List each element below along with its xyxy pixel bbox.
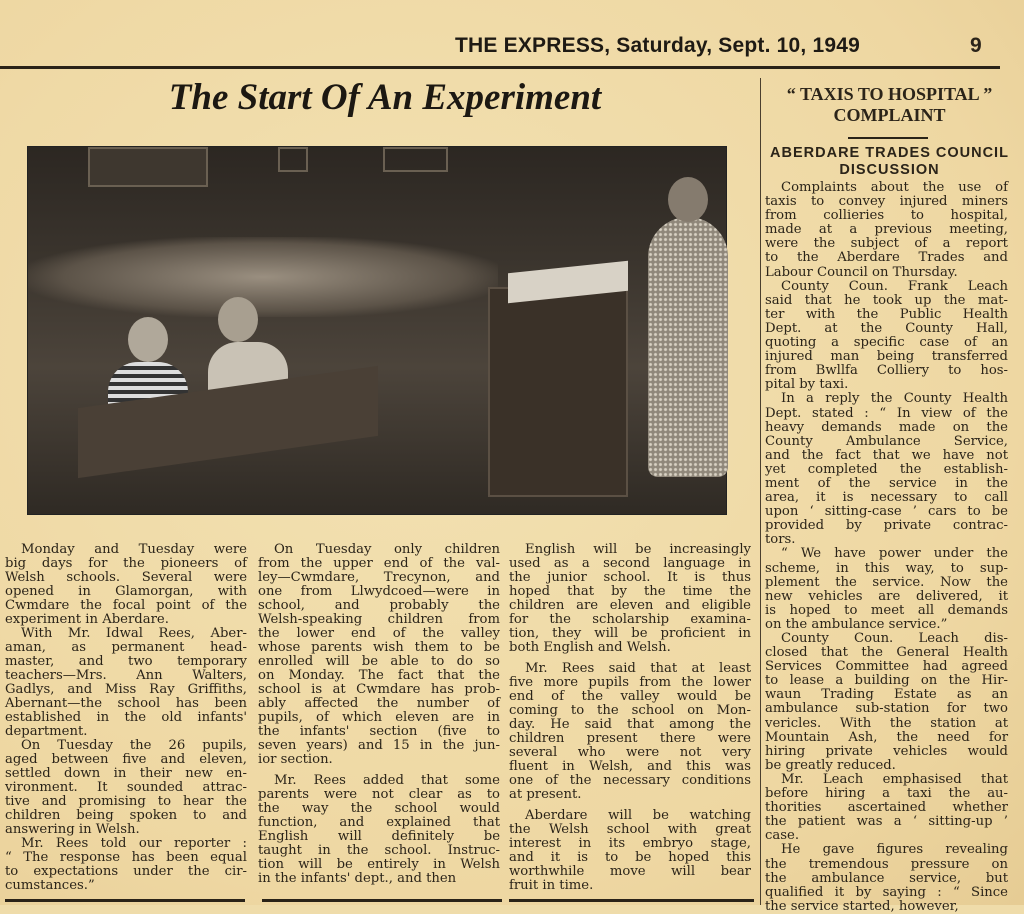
text-line: the way the school would (258, 801, 500, 816)
text-line: the ambulance service, but (765, 870, 1008, 886)
text-line: Cwmdare the focal point of the (5, 598, 247, 613)
text-line: Mr. Leach emphasised that (781, 771, 1008, 787)
paragraph (765, 632, 1008, 773)
sidebar-headline: “ TAXIS TO HOSPITAL ” COMPLAINT (786, 84, 993, 125)
paragraph (509, 662, 751, 802)
text-line: “ The response has been equal (5, 850, 247, 865)
text-line: Aberdare will be watching (525, 808, 751, 823)
text-line: pital by taxi. (765, 377, 849, 393)
text-line: function, and explained that (258, 815, 500, 830)
text-line: and the fact that we have not (765, 447, 1008, 463)
text-line: Abernant—the school has been (5, 696, 247, 711)
text-line: established in the old infants' (5, 710, 247, 725)
sidebar-subheadline: ABERDARE TRADES COUNCIL DISCUSSION (770, 145, 1009, 178)
article-column-2 (258, 543, 500, 886)
text-line: Monday and Tuesday were (21, 542, 247, 557)
article-column-3 (509, 543, 751, 893)
text-line: several who were not very (509, 745, 751, 760)
text-line: experiment in Aberdare. (5, 612, 169, 627)
text-line: pupils, of which eleven are in (258, 710, 500, 725)
text-line: Welsh-speaking children from (258, 612, 500, 627)
headline-rule (848, 137, 928, 139)
text-line: hiring private vehicles would (765, 743, 1008, 759)
paragraph (765, 773, 1008, 843)
text-line: vironment. It sounded attrac- (5, 780, 247, 795)
classroom-photo (27, 146, 727, 515)
text-line: tion will be entirely in Welsh (258, 857, 500, 872)
text-line: the junior school. It is thus (509, 570, 751, 585)
text-line: upon ‘ sitting-case ’ cars to be (765, 504, 1008, 520)
paragraph (5, 543, 247, 627)
text-line: English will definitely be (258, 829, 500, 844)
text-line: ley—Cwmdare, Trecynon, and (258, 570, 500, 585)
text-line: from the upper end of the val- (258, 556, 500, 571)
text-line: provided by private contrac- (765, 518, 1008, 534)
text-line: enrolled will be able to do so (258, 654, 500, 669)
text-line: interest in its embryo stage, (509, 836, 751, 851)
paragraph (765, 843, 1008, 913)
text-line: Dept. stated : “ In view of the (765, 405, 1008, 421)
text-line: be greatly reduced. (765, 757, 896, 773)
text-line: yet completed the establish- (765, 461, 1008, 477)
text-line: injured man being transferred (765, 349, 1008, 365)
column-1-end-rule (5, 899, 245, 902)
text-line: used as a second language in (509, 556, 751, 571)
text-line: Complaints about the use of (781, 180, 1008, 195)
paragraph (5, 837, 247, 893)
paragraph (5, 739, 247, 837)
text-line: plement the service. Now the (765, 574, 1008, 590)
text-line: County Coun. Leach dis- (781, 631, 1008, 646)
text-line: case. (765, 828, 800, 844)
text-line: the lower end of the valley (258, 626, 500, 641)
text-line: cumstances.” (5, 878, 95, 893)
page-number: 9 (970, 34, 982, 57)
text-line: Mr. Rees added that some (274, 773, 500, 788)
text-line: end of the valley would be (509, 689, 751, 704)
text-line: County Ambulance Service, (765, 433, 1008, 449)
text-line: said that he took up the mat- (765, 292, 1008, 308)
header-rule (0, 66, 1000, 69)
text-line: tion, they will be proficient in (509, 626, 751, 641)
column-divider (760, 78, 761, 905)
text-line: aged between five and eleven, (5, 752, 247, 767)
text-line: on the ambulance service.” (765, 616, 948, 632)
text-line: scheme, in this way, to sup- (765, 560, 1008, 576)
text-line: seven years) and 15 in the jun- (258, 738, 500, 753)
paragraph (258, 774, 500, 886)
text-line: children are eleven and eligible (509, 598, 751, 613)
text-line: school is at Cwmdare has prob- (258, 682, 500, 697)
text-line: tors. (765, 532, 796, 548)
text-line: parents were not clear as to (258, 787, 500, 802)
text-line: the tremendous pressure on (765, 856, 1008, 872)
text-line: taught in the school. Instruc- (258, 843, 500, 858)
text-line: On Tuesday the 26 pupils, (21, 738, 247, 753)
text-line: the service started, however, (765, 898, 959, 914)
text-line: worthwhile move will bear (509, 864, 751, 879)
text-line: to lease a building on the Hir- (765, 673, 1008, 689)
text-line: He gave figures revealing (781, 842, 1008, 858)
text-line: whose parents wish them to be (258, 640, 500, 655)
text-line: vericles. With the station at (765, 715, 1008, 731)
text-line: and it is to be hoped this (509, 850, 751, 865)
text-line: In a reply the County Health (781, 391, 1008, 407)
paragraph (765, 181, 1008, 280)
text-line: taxis to convey injured miners (765, 194, 1008, 210)
text-line: from Bwllfa Colliery to hos- (765, 363, 1008, 379)
text-line: teachers—Mrs. Ann Walters, (5, 668, 247, 683)
text-line: the infants' section (five to (258, 724, 500, 739)
text-line: one from Llwydcoed—were in (258, 584, 500, 599)
text-line: department. (5, 724, 88, 739)
text-line: from collieries to hospital, (765, 208, 1008, 224)
text-line: the patient was a ‘ sitting-up ’ (765, 814, 1008, 830)
text-line: on Monday. The fact that the (258, 668, 500, 683)
text-line: thorities ascertained whether (765, 800, 1008, 816)
text-line: Gadlys, and Miss Ray Griffiths, (5, 682, 247, 697)
paragraph (765, 392, 1008, 547)
text-line: opened in Glamorgan, with (5, 584, 247, 599)
text-line: both English and Welsh. (509, 640, 671, 655)
text-line: one of the necessary conditions (509, 773, 751, 788)
text-line: fruit in time. (509, 878, 594, 893)
text-line: the Welsh school with great (509, 822, 751, 837)
text-line: English will be increasingly (525, 542, 751, 557)
text-line: were the subject of a report (765, 236, 1008, 252)
masthead: THE EXPRESS, Saturday, Sept. 10, 1949 (455, 34, 861, 57)
text-line: in the infants' dept., and then (258, 871, 457, 886)
text-line: made at a previous meeting, (765, 222, 1008, 238)
text-line: children being spoken to and (5, 808, 247, 823)
text-line: Mr. Rees said that at least (525, 661, 751, 676)
text-line: fluent in Welsh, and this was (509, 759, 751, 774)
text-line: before hiring a taxi the au- (765, 786, 1008, 802)
article-title: The Start Of An Experiment (168, 77, 602, 118)
text-line: area, it is necessary to call (765, 490, 1008, 506)
text-line: hoped that by the time the (509, 584, 751, 599)
text-line: Labour Council on Thursday. (765, 264, 958, 280)
text-line: waun Trading Estate as an (765, 687, 1008, 703)
text-line: ior section. (258, 752, 333, 767)
paragraph (765, 547, 1008, 632)
text-line: coming to the school on Mon- (509, 703, 751, 718)
text-line: for the scholarship examina- (509, 612, 751, 627)
text-line: With Mr. Idwal Rees, Aber- (21, 626, 247, 641)
text-line: Mountain Ash, the need for (765, 729, 1008, 745)
text-line: County Coun. Frank Leach (781, 278, 1008, 294)
text-line: ably affected the number of (258, 696, 500, 711)
text-line: to the Aberdare Trades and (765, 250, 1008, 266)
column-3-end-rule (509, 899, 754, 902)
text-line: five more pupils from the lower (509, 675, 751, 690)
text-line: closed that the General Health (765, 645, 1008, 661)
text-line: children present there were (509, 731, 751, 746)
paragraph (509, 543, 751, 655)
text-line: “ We have power under the (781, 546, 1008, 562)
paragraph (765, 280, 1008, 393)
article-column-1 (5, 543, 247, 893)
text-line: heavy demands made on the (765, 419, 1008, 435)
paragraph (5, 627, 247, 739)
text-line: master, and two temporary (5, 654, 247, 669)
text-line: new vehicles are delivered, it (765, 588, 1008, 604)
text-line: On Tuesday only children (274, 542, 500, 557)
text-line: answering in Welsh. (5, 822, 140, 837)
text-line: Welsh schools. Several were (5, 570, 247, 585)
paragraph (509, 809, 751, 893)
text-line: is hoped to meet all demands (765, 602, 1008, 618)
text-line: tive and promising to hear the (5, 794, 247, 809)
text-line: ment of the service in the (765, 475, 1008, 491)
paragraph (258, 543, 500, 767)
text-line: aman, as permanent head- (5, 640, 247, 655)
text-line: Dept. at the County Hall, (765, 320, 1008, 336)
column-2-end-rule (262, 899, 502, 902)
text-line: school, and probably the (258, 598, 500, 613)
sidebar-article-body (765, 180, 1008, 914)
text-line: quoting a specific case of an (765, 335, 1008, 351)
text-line: ambulance sub-station for two (765, 701, 1008, 717)
text-line: settled down in their new en- (5, 766, 247, 781)
text-line: to expectations under the cir- (5, 864, 247, 879)
text-line: at present. (509, 787, 582, 802)
text-line: Mr. Rees told our reporter : (21, 836, 247, 851)
text-line: Services Committee had agreed (765, 659, 1008, 675)
text-line: day. He said that among the (509, 717, 751, 732)
text-line: ter with the Public Health (765, 306, 1008, 322)
text-line: big days for the pioneers of (5, 556, 247, 571)
text-line: qualified it by saying : “ Since (765, 884, 1008, 900)
